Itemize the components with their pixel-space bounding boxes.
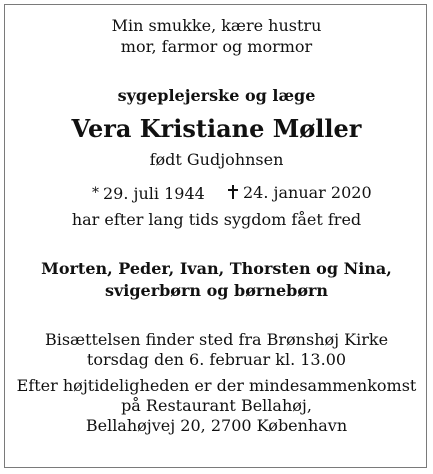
gathering-line-1: Efter højtideligheden er der mindesammenkomst xyxy=(16,376,417,395)
passing-text: har efter lang tids sygdom fået fred xyxy=(71,210,362,229)
death-date: 24. januar 2020 xyxy=(243,183,372,202)
death-date-group xyxy=(228,182,372,204)
gathering-line-3: Bellahøjvej 20, 2700 København xyxy=(85,416,348,435)
funeral-line-1: Bisættelsen finder sted fra Brønshøj Kirke xyxy=(44,330,389,349)
life-dates xyxy=(0,182,433,204)
family-line-1: Morten, Peder, Ivan, Thorsten og Nina, xyxy=(41,259,392,278)
maiden-name: født Gudjohnsen xyxy=(149,150,284,169)
profession: sygeplejerske og læge xyxy=(117,86,316,105)
birth-date-group xyxy=(92,182,205,205)
cross-icon xyxy=(228,185,238,199)
gathering-line-2: på Restaurant Bellahøj, xyxy=(121,396,312,415)
intro-line-1: Min smukke, kære hustru xyxy=(111,16,322,35)
intro-line-2: mor, farmor og mormor xyxy=(120,37,313,56)
birth-date: 29. juli 1944 xyxy=(103,184,205,203)
deceased-name: Vera Kristiane Møller xyxy=(71,114,362,143)
birth-symbol: * xyxy=(92,185,99,201)
family-line-2: svigerbørn og børnebørn xyxy=(104,281,329,300)
funeral-line-2: torsdag den 6. februar kl. 13.00 xyxy=(86,350,347,369)
